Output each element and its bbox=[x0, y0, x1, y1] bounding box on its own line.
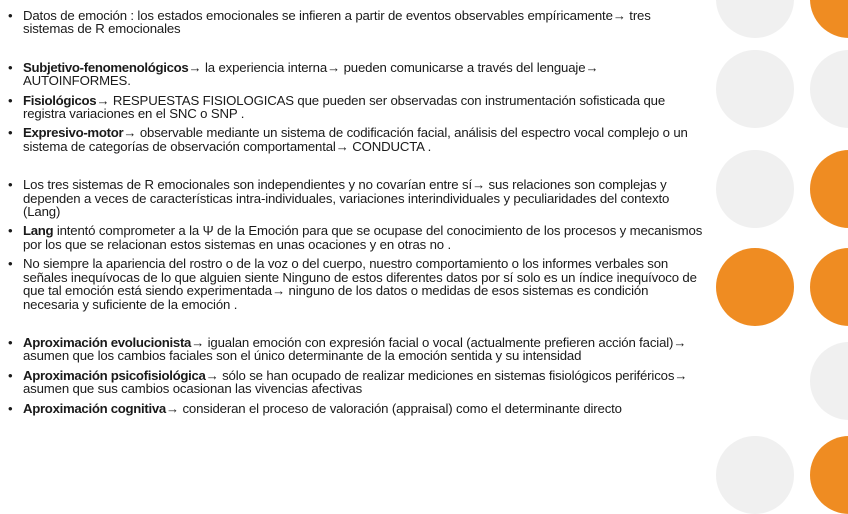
bullet-bold: Fisiológicos bbox=[23, 92, 97, 108]
bullet-item bbox=[8, 94, 704, 121]
bullet-item bbox=[8, 224, 704, 251]
decorative-circle-gray bbox=[716, 0, 794, 38]
bullet-glyph: • bbox=[8, 8, 13, 23]
bullet-text: → igualan emoción con expresión facial o vocal (actualmente prefieren acción facial)→ asumen que los cambios faciales son el único determinante de la emoción sentida y su intensidad bbox=[23, 334, 687, 364]
bullet-text: Datos de emoción : los estados emocionales se infieren a partir de eventos observables empíricamente→ tres sistemas de R emocionales bbox=[23, 8, 651, 37]
decorative-circle-orange bbox=[810, 436, 848, 514]
decorative-circle-gray bbox=[716, 50, 794, 128]
bullet-bold: Subjetivo-fenomenológicos bbox=[23, 59, 189, 75]
bullet-item bbox=[8, 336, 704, 363]
bullet-bold: Lang bbox=[23, 223, 54, 239]
decorative-circle-orange bbox=[716, 248, 794, 326]
decorative-circle-gray bbox=[716, 150, 794, 228]
bullet-glyph: • bbox=[8, 334, 13, 350]
bullet-list bbox=[8, 9, 704, 415]
bullet-glyph: • bbox=[8, 59, 13, 75]
decorative-circle-orange bbox=[810, 248, 848, 326]
decorative-circle-gray bbox=[810, 342, 848, 420]
bullet-text: → RESPUESTAS FISIOLOGICAS que pueden ser observadas con instrumentación sofisticada que registra variaciones en el SNC o SNP . bbox=[23, 92, 666, 122]
bullet-text: → sólo se han ocupado de realizar mediciones en sistemas fisiológicos periféricos→ asumen que sus cambios ocasionan las vivencias afectivas bbox=[23, 367, 688, 397]
bullet-text: Los tres sistemas de R emocionales son independientes y no covarían entre sí→ sus relaciones son complejas y dependen a veces de características intra-individuales, variaciones interindividuales y peculiaridades del contexto (Lang) bbox=[23, 177, 670, 220]
decorative-circle-gray bbox=[810, 50, 848, 128]
decorative-circle-gray bbox=[716, 436, 794, 514]
bullet-glyph: • bbox=[8, 125, 13, 141]
bullet-bold: Aproximación cognitiva bbox=[23, 400, 166, 416]
bullet-glyph: • bbox=[8, 223, 13, 239]
bullet-item bbox=[8, 257, 704, 311]
bullet-glyph: • bbox=[8, 92, 13, 108]
bullet-glyph: • bbox=[8, 177, 13, 193]
bullet-item bbox=[8, 178, 704, 218]
bullet-bold: Aproximación evolucionista bbox=[23, 334, 192, 350]
bullet-glyph: • bbox=[8, 256, 13, 272]
bullet-bold: Aproximación psicofisiológica bbox=[23, 367, 206, 383]
bullet-glyph: • bbox=[8, 400, 13, 416]
bullet-item bbox=[8, 61, 704, 88]
bullet-text: → consideran el proceso de valoración (appraisal) como el determinante directo bbox=[165, 400, 622, 416]
decorative-circle-orange bbox=[810, 150, 848, 228]
bullet-text: → observable mediante un sistema de codificación facial, análisis del espectro vocal complejo o un sistema de categorías de observación comportamental→ CONDUCTA . bbox=[23, 125, 688, 154]
bullet-text: → la experiencia interna→ pueden comunicarse a través del lenguaje→ AUTOINFORMES. bbox=[23, 59, 599, 89]
bullet-text: No siempre la apariencia del rostro o de la voz o del cuerpo, nuestro comportamiento o los informes verbales son señales inequívocas de lo que alguien siente Ninguno de estos diferentes datos por sí solo es un índice inequívoco de que tal emoción está siendo experimentada→ ninguno de los datos o medidas de esos sistemas es condición necesaria y suficiente de la emoción . bbox=[23, 256, 697, 312]
bullet-item bbox=[8, 126, 704, 153]
bullet-item bbox=[8, 402, 704, 415]
bullet-text: intentó comprometer a la Ψ de la Emoción para que se ocupase del conocimiento de los procesos y mecanismos por los que se relacionan estos sistemas en unas ocaciones y en otras no . bbox=[23, 223, 703, 252]
bullet-bold: Expresivo-motor bbox=[23, 125, 124, 141]
bullet-item bbox=[8, 9, 704, 36]
bullet-glyph: • bbox=[8, 367, 13, 383]
bullet-item bbox=[8, 369, 704, 396]
decorative-circle-orange bbox=[810, 0, 848, 38]
